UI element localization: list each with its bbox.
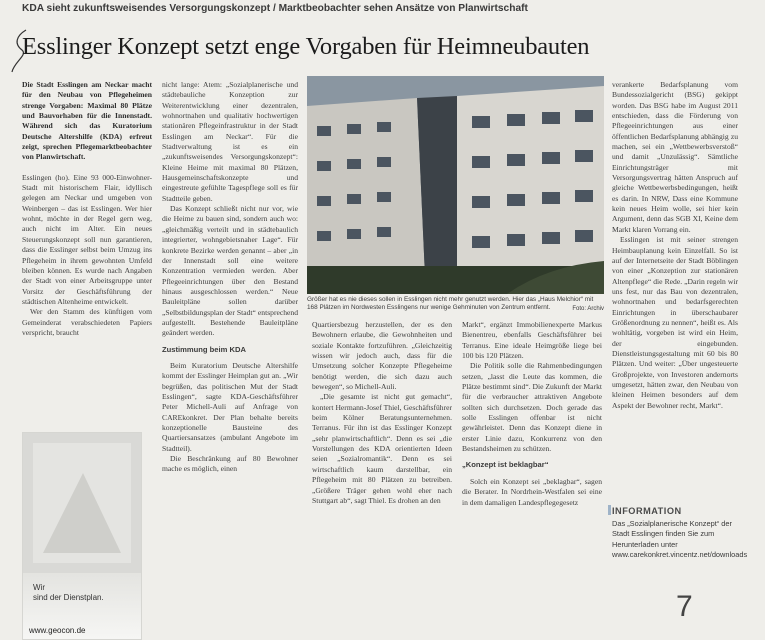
body-paragraph: Die Politik solle die Rahmenbedingungen setzen, „lasst die Leute das kommen, die Plätze bestimmt sind“. Die Zukunft der Markt für die verbraucher attraktiven Angebote sollten sich durchsetzen. Doch gerade das solle Esslingen offenbar ist nicht gewährleistet. Denn das Konzept diene in erster Linie dazu, Konkurrenz von den Bestandsheimen zu schützen. xyxy=(462,361,602,454)
body-paragraph: Wer den Stamm des künftigen vom Gemeinderat verabschiedeten Papiers verspricht, braucht xyxy=(22,307,152,337)
body-paragraph: Beim Kuratorium Deutsche Altershilfe kommt der Esslinger Heimplan gut an. „Wir begrüßen, das politischen Mut der Stadt Esslingen“, sagte KDA-Geschäftsführer Peter Michell-Auli auf Anfrage von CAREkonkret. Der Plan behalte bereits konzeptionelle Bausteine des Quartiersansatzes (ambulant Angebote im Stadtteil). xyxy=(162,360,298,453)
page-number: 7 xyxy=(676,590,693,623)
body-paragraph: Esslingen ist mit seiner strengen Heimbauplanung kein Einzelfall. So ist auf der Internetseite der Stadt Böblingen von einer „Konzeption zur stationären Altenpflege“ die Rede. „Darin regeln wir uns fest, nur das Bau von dezentralen, wohnortnahen und bedarfsgerechten Einrichtungen in überschaubarer Größenordnung zu nennen“, heißt es. Als wohltätig, vorgeben ist wird ein Heim, der eingebunden. Dienstleistungsgestaltung mit 60 bis 80 Plätzen. Und weiter: „Über ungesteuerte Großprojekte, von Investoren andernorts umgesetzt, hätten zwar, den Neubau von kleinen Heimen besonders auf dem Aspekt der Bewohner recht, Markt“. xyxy=(612,235,738,410)
info-marker xyxy=(608,505,611,515)
advertisement xyxy=(22,432,142,640)
body-paragraph: „Die gesamte ist nicht gut gemacht“, kontert Hermann-Josef Thiel, Geschäftsführer beim Kölner Beratungsunternehmen. Terranus. Für ihn ist das Esslinger Konzept „sehr planwirtschaftlich“. Denn es sei „die Vorstellungen des KDA orientierten Ideen seien „Sozialromantik“. Denn es sei wirtschaftlich kaum darstellbar, ein Pflegeheim mit 80 Plätzen zu betreiben. „Größere Träger gehen wohl eher nach Stuttgart ab“, sagt Thiel. Es drohen an den xyxy=(312,392,452,505)
article-column-5 xyxy=(612,80,738,411)
subheading: Zustimmung beim KDA xyxy=(162,344,246,354)
ad-image xyxy=(23,433,141,573)
photo-credit: Foto: Archiv xyxy=(572,306,604,313)
photo-caption: Größer hat es nie dieses sollen in Esslingen nicht mehr genutzt werden. Hier das „Haus Melchior“ mit 168 Plätzen im Nordwesten Esslingens nur wenige Gehminuten von Zentrum entfernt. Foto: Archiv xyxy=(307,296,604,313)
body-paragraph: Esslingen (ho). Eine 93 000-Einwohner-Stadt mit historischem Flair, idyllisch gelegen am Neckar und umgeben von Weinbergen – das ist Esslingen. Wer hier wohnt, möchte in der Regel gern weg, auch nicht im Alter. Ein neues Steuerungskonzept soll nun garantieren, dass die Esslinger selbst beim Umzug ins Pflegeheim in ihrem gewohnten Umfeld bleiben können. Es wurde nach Angaben der Stadt von einer Arbeitsgruppe unter Vorsitz der Geschäftsführung der städtischen Altenheime entwickelt. xyxy=(22,172,152,306)
subheading: „Konzept ist beklagbar“ xyxy=(462,460,549,470)
info-text: Das „Sozialplanerische Konzept“ der Stadt Esslingen finden Sie zum Herunterladen unter www.carekonkret.vincentz.net/downloads xyxy=(612,519,748,559)
article-column-1 xyxy=(22,80,152,338)
info-title: INFORMATION xyxy=(612,506,682,516)
body-paragraph: nicht lange: Atem: „Sozialplanerische und städtebauliche Konzeption zur Weiterentwicklung einer dezentralen, wohnortnahen und qualitativ hochwertigen stationären Pflegeinfrastruktur in der Stadt Esslingen am Neckar“. Für die Stadtverwaltung ist es ein „zukunftsweisendes Versorgungskonzept“: Kleine Heime mit maximal 80 Plätzen, Hausgemeinschaftskonzepte und eingestreute gefühlte Tagespflege soll es für Stadtteile geben. xyxy=(162,80,298,203)
article-column-2 xyxy=(162,80,298,475)
body-paragraph: Quartiersbezug herzustellen, der es den Bewohnern erlaube, die Gewohnheiten und soziale Kontakte fortzuführen. „Gleichzeitig wissen wir jedoch auch, dass für die Umsetzung solcher Konzepte Pflegeheime benötigt werden, die sich dazu auch bewegen“, so Michell-Auli. xyxy=(312,320,452,392)
body-paragraph: Die Beschränkung auf 80 Bewohner mache es möglich, einen xyxy=(162,454,298,474)
kicker-line: KDA sieht zukunftsweisendes Versorgungskonzept / Marktbeobachter sehen Ansätze von Planwirtschaft xyxy=(22,3,528,14)
article-column-4 xyxy=(462,320,602,508)
building-photo xyxy=(307,76,604,294)
ad-slogan: Wir sind der Dienstplan. xyxy=(33,583,104,602)
article-column-3 xyxy=(312,320,452,506)
ad-url[interactable]: www.geocon.de xyxy=(29,626,86,635)
body-paragraph: Markt“, ergänzt Immobilienexperte Markus Bienentreu, ebenfalls Geschäftsführer bei Terranus. Eine ideale Heimgröße liege bei 100 bis 120 Plätzen. xyxy=(462,320,602,361)
lead-paragraph: Die Stadt Esslingen am Neckar macht für den Neubau von Pflegeheimen strenge Vorgaben: Maximal 80 Plätze und Bauvorhaben für die Innenstadt. Während sich das Kuratorium Deutsche Altershilfe (KDA) erfreut zeigt, sprechen Pflegemarktbeobachter von Planwirtschaft. xyxy=(22,80,152,162)
body-paragraph: verankerte Bedarfsplanung vom Bundessozialgericht (BSG) gekippt worden. Das BSG habe im August 2011 entschieden, dass die Förderung von Pflegeeinrichtungen aus einer öffentlichen Bedarfsplanung abhängig zu machen, sei ein „Wettbewerbsverstoß“ und damit „Unzulässig“. Sämtliche Einrichtungsträger mit Versorgungsvertrag hätten Anspruch auf gleiche Wettbewerbsbedingungen, heißt es darin. In NRW, Dass eine Kommune kein neues Heim wolle, sei hier kein Argument, denn das SGB XI, Keine dem Markt klaren Vorrang ein. xyxy=(612,80,738,234)
body-paragraph: Das Konzept schließt nicht nur vor, wie die Heime zu bauen sind, sondern auch wo: „gleichmäßig verteilt und in städtebaulich integrierter, wohngebietsnaher Lage“. Für konkrete Bezirke werden genannt – aber „in der Innenstadt soll eine weitere Konzentration vermieden werden. Aber Pflegeeinrichtungen über den Bestand hinaus ausgeschlossen werden.“ Neue Bauleitpläne sollen darüber „Selbstbildungsplan der Stadt“ entsprechend aufgestellt. Bestehende Bauleitpläne geändert werden. xyxy=(162,204,298,338)
headline: Esslinger Konzept setzt enge Vorgaben für Heimneubauten xyxy=(22,33,590,60)
body-paragraph: Solch ein Konzept sei „beklagbar“, sagen die Berater. In Nordrhein-Westfalen sei eine in dem damaligen Landespflegegesetz xyxy=(462,476,602,507)
